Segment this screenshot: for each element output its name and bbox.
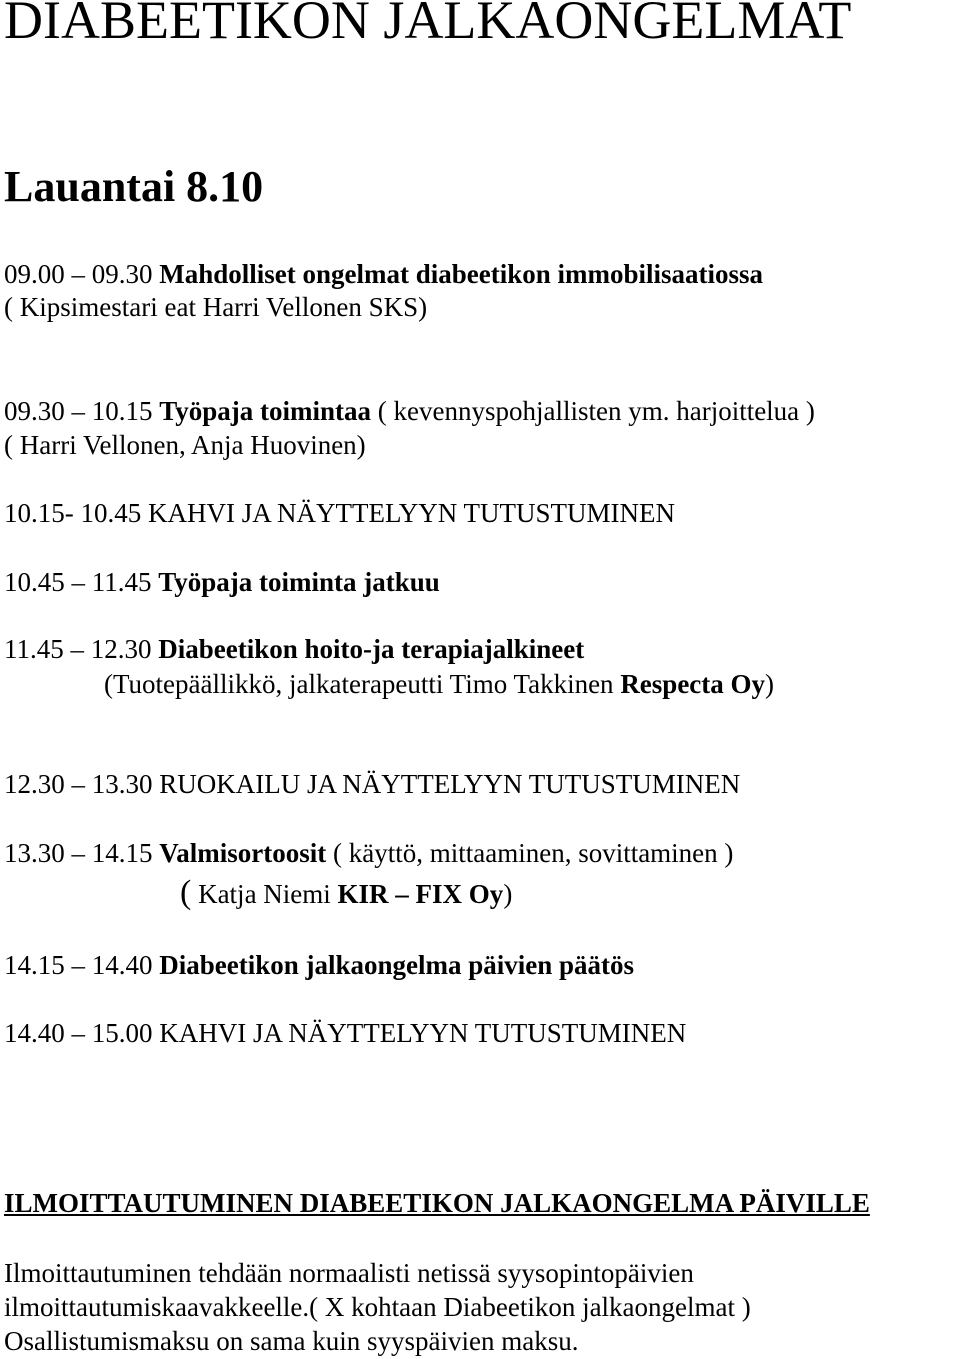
registration-line: Ilmoittautuminen tehdään normaalisti netissä syysopintopäivien (4, 1258, 694, 1288)
schedule-topic: KAHVI JA NÄYTTELYYN TUTUSTUMINEN (148, 498, 676, 528)
schedule-time: 14.15 – 14.40 (4, 950, 160, 980)
schedule-time: 09.30 – 10.15 (4, 396, 160, 426)
schedule-topic: Mahdolliset ongelmat diabeetikon immobilisaatiossa (159, 259, 764, 289)
schedule-time: 12.30 – 13.30 (4, 769, 160, 799)
schedule-item (4, 632, 584, 666)
schedule-item (4, 836, 733, 870)
schedule-topic-extra: ( kevennyspohjallisten ym. harjoittelua ) (371, 396, 815, 426)
registration-line: Osallistumismaksu on sama kuin syyspäivien maksu. (4, 1326, 579, 1356)
schedule-topic: Työpaja toiminta jatkuu (158, 567, 440, 597)
schedule-item (4, 948, 634, 982)
schedule-item (4, 257, 763, 291)
schedule-topic: Diabeetikon hoito-ja terapiajalkineet (158, 634, 585, 664)
schedule-detail: (Tuotepäällikkö, jalkaterapeutti Timo Takkinen Respecta Oy) (104, 669, 775, 699)
schedule-item (4, 1016, 686, 1050)
schedule-item (4, 565, 440, 599)
schedule-time: 10.15- 10.45 (4, 498, 148, 528)
registration-line: ilmoittautumiskaavakkeelle.( X kohtaan Diabeetikon jalkaongelmat ) (4, 1292, 751, 1322)
schedule-time: 10.45 – 11.45 (4, 567, 159, 597)
schedule-item (4, 394, 815, 428)
schedule-time: 09.00 – 09.30 (4, 259, 160, 289)
registration-heading: ILMOITTAUTUMINEN DIABEETIKON JALKAONGELMA PÄIVILLE (4, 1188, 870, 1218)
schedule-topic: Työpaja toimintaa (159, 396, 372, 426)
schedule-topic: Diabeetikon jalkaongelma päivien päätös (159, 950, 635, 980)
schedule-time: 13.30 – 14.15 (4, 838, 160, 868)
schedule-topic: Valmisortoosit (159, 838, 327, 868)
schedule-time: 11.45 – 12.30 (4, 634, 159, 664)
page-title: DIABEETIKON JALKAONGELMAT (4, 0, 852, 50)
schedule-topic: RUOKAILU JA NÄYTTELYYN TUTUSTUMINEN (159, 769, 741, 799)
schedule-time: 14.40 – 15.00 (4, 1018, 160, 1048)
schedule-item (4, 767, 740, 801)
schedule-detail: ( Harri Vellonen, Anja Huovinen) (4, 430, 366, 460)
schedule-item (4, 496, 675, 530)
schedule-detail: ( Katja Niemi KIR – FIX Oy) (180, 874, 513, 911)
schedule-topic-extra: ( käyttö, mittaaminen, sovittaminen ) (326, 838, 734, 868)
event-day: Lauantai 8.10 (4, 162, 264, 211)
schedule-topic: KAHVI JA NÄYTTELYYN TUTUSTUMINEN (159, 1018, 687, 1048)
schedule-detail: ( Kipsimestari eat Harri Vellonen SKS) (4, 292, 428, 322)
